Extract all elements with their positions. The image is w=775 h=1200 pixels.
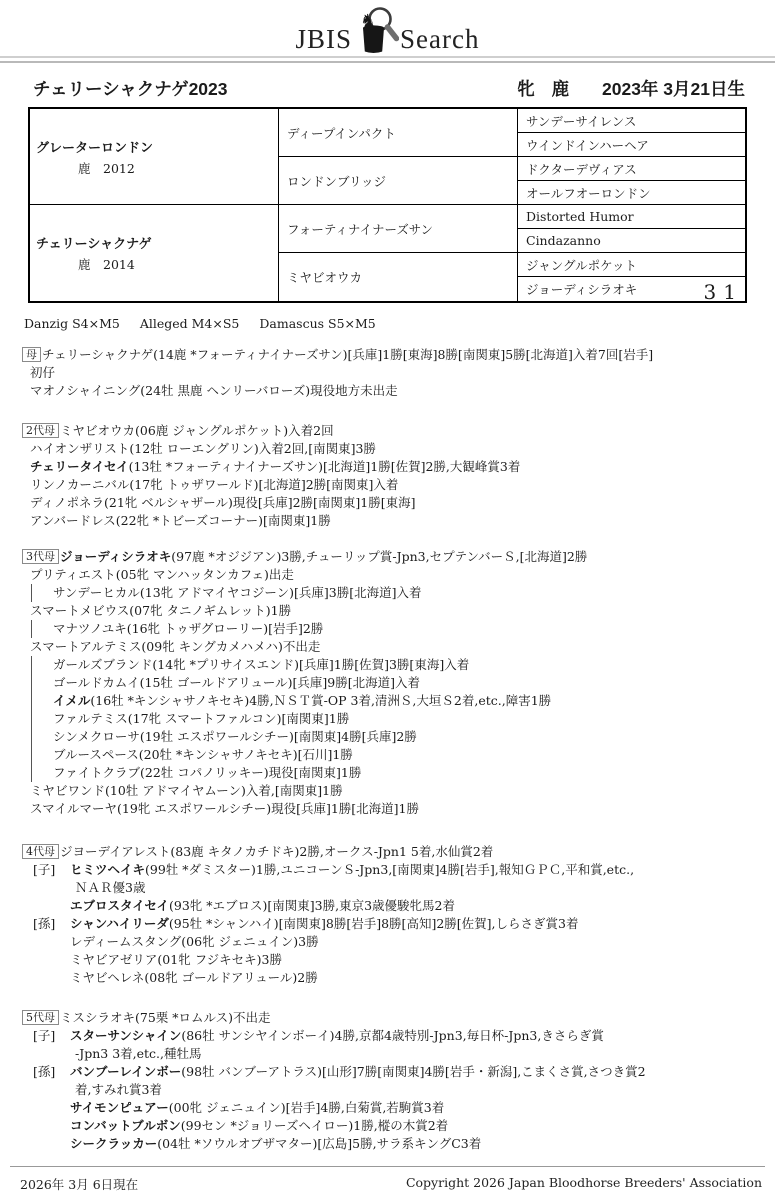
record-text: (83鹿 キタノカチドキ)2勝,オークス-Jpn1 5着,水仙賞2着 [170,844,494,859]
pedigree-line [22,422,757,440]
pedigree-line [22,548,757,566]
asof-date: 2026年 3月 6日現在 [20,1177,139,1192]
inbreeding-item: Damascus S5×M5 [259,316,376,331]
copyright: Copyright 2026 Japan Bloodhorse Breeders' Association [405,1175,762,1190]
record-text: (14鹿 *フォーティナイナーズサン)[兵庫]1勝[東海]8勝[南関東]5勝[北海道]入着7回[岩手] [153,347,654,362]
pedigree-line [22,602,757,620]
horse-name: ガールズブランド [53,657,153,672]
horse-name: スマイルマーヤ [30,801,118,816]
relation-tag: [子] [33,862,56,877]
horse-name: レディームスタング [70,934,182,949]
horse-name: シンメクローサ [53,729,140,744]
horse-name: ファイトクラブ [53,765,141,780]
section [22,422,757,530]
pedigree-line [22,879,757,897]
horse-name: チェリータイセイ [30,460,129,474]
pedigree-line [22,638,757,656]
record-text: (01牝 フジキセキ)3勝 [157,952,282,967]
relation-tag: [孫] [33,916,56,931]
gen3-cell: Cindazanno [517,229,745,253]
section [22,346,757,400]
inbreeding-item: Danzig S4×M5 [24,316,120,331]
record-text: (05牝 マンハッタンカフェ)出走 [115,567,294,582]
record-text: 着,すみれ賞3着 [75,1082,162,1097]
pedigree-line [22,566,757,584]
pedigree-line [22,1009,757,1027]
horse-name: ミヤビワンド [30,783,106,798]
record-text: (21牝 ベルシャザール)現役[兵庫]2勝[南関東]1勝[東海] [104,495,416,510]
relation-tag: [子] [33,1028,56,1043]
coat-label: 鹿 [551,79,570,99]
horse-name: イメル [53,694,91,708]
record-text: (19牝 エスポワールシチー)現役[兵庫]1勝[北海道]1勝 [117,801,419,816]
horse-name: シークラッカー [70,1137,158,1151]
pedigree-line [22,494,757,512]
gen3-cell: Distorted Humor [517,205,745,229]
pedigree-line [22,674,757,692]
pedigree-line [22,915,757,933]
horse-name: ディノポネラ [30,495,105,510]
record-text: (06牝 ジェニュイン)3勝 [181,934,319,949]
pedigree-line [22,710,757,728]
pedigree-line [22,1045,757,1063]
record-text: (10牡 アドマイヤムーン)入着,[南関東]1勝 [105,783,343,798]
section-label: 5代母 [22,1010,59,1025]
horse-name: ハイオンザリスト [30,441,130,456]
record-text: (93牝 *エブロス)[南関東]3勝,東京3歳優駿牝馬2着 [169,898,455,913]
svg-text:♞: ♞ [360,11,377,32]
record-text: (04牡 *ソウルオブザマター)[広島]5勝,サラ系キングC3着 [157,1136,482,1151]
footer-divider [10,1166,765,1167]
dam-sire-cell: フォーティナイナーズサン [278,205,517,253]
pedigree-line [22,782,757,800]
pedigree-line [22,897,757,915]
logo-text-jbis: JBIS [295,24,353,54]
horse-name: スマートアルテミス [30,639,142,654]
header-divider [0,56,775,63]
horse-name: アンバードレス [30,513,116,528]
pedigree-line [22,861,757,879]
pedigree-line [22,364,757,382]
horse-name: ジョーディシラオキ [526,282,638,297]
coat-year: 鹿 2012 [78,160,135,176]
pedigree-line [22,458,757,476]
gen3-cell: ドクターデヴィアス [517,157,745,181]
record-text: (99セン *ジョリーズヘイロー)1勝,樅の木賞2着 [180,1118,449,1133]
record-text: (24牡 黒鹿 ヘンリーバローズ)現役地方未出走 [140,383,398,398]
pedigree-line [22,728,757,746]
record-text: (00牝 ジェニュイン)[岩手]4勝,白菊賞,若駒賞3着 [168,1100,445,1115]
horse-name: ヒミツヘイキ [70,863,146,877]
horse-name: マオノシャイニング [30,383,141,398]
record-text: (20牡 *キンシャサノキセキ)[石川]1勝 [138,747,353,762]
horse-name: リンノカーニバル [30,477,130,492]
birthdate-label: 2023年 3月21日生 [602,79,745,99]
horse-name: バンブーレインボー [70,1065,182,1079]
pedigree-line [22,382,757,400]
page-corner-number: 31 [703,280,743,304]
horse-name: ジョーディシラオキ [60,550,172,564]
record-text: ＮＡＲ優3歳 [75,880,146,895]
gen3-cell: サンデーサイレンス [517,109,745,133]
pedigree-line [22,512,757,530]
title-bar [33,76,745,101]
inbreeding-line [24,316,396,331]
record-text: (19牡 エスポワールシチー)[南関東]4勝[兵庫]2勝 [139,729,417,744]
coat-year: 鹿 2014 [78,257,135,272]
sire-sire-cell: ディープインパクト [278,109,517,157]
record-text: (09牝 キングカメハメハ)不出走 [141,639,321,654]
section [22,548,757,818]
horse-name: エブロスタイセイ [70,899,170,913]
section [22,1009,757,1153]
horse-name: ゴールドカムイ [53,675,140,690]
pedigree-line [22,440,757,458]
sex-label: 牝 [517,79,535,99]
gen3-cell [517,277,745,304]
pedigree-line [22,1135,757,1153]
section-label: 2代母 [22,423,59,438]
horse-name: ミヤビアゼリア [70,952,158,967]
record-text: (17牝 トゥザワールド)[北海道]2勝[南関東]入着 [129,477,399,492]
horse-name: ファルテミス [53,711,128,726]
pedigree-line [22,933,757,951]
record-text: (08牝 ゴールドアリュール)2勝 [144,970,318,985]
pedigree-line [22,620,757,638]
pedigree-line [22,1081,757,1099]
relation-tag: [孫] [33,1064,56,1079]
sire-dam-cell: ロンドンブリッジ [278,157,517,205]
record-text: (97鹿 *オジジアン)3勝,チューリップ賞-Jpn3,セプテンバーＳ,[北海道]2勝 [171,549,588,564]
pedigree-line [22,764,757,782]
horse-name: コンバットブルボン [70,1119,181,1133]
gen3-cell: ウインドインハーヘア [517,133,745,157]
record-text: (15牡 ゴールドアリュール)[兵庫]9勝[北海道]入着 [139,675,420,690]
pedigree-line [22,800,757,818]
record-text: (98牡 バンブーアトラス)[山形]7勝[南関東]4勝[岩手・新潟],こまくさ賞,さつき賞2 [181,1064,646,1079]
pedigree-line [22,843,757,861]
record-text: (13牝 アドマイヤコジーン)[兵庫]3勝[北海道]入着 [139,585,422,600]
horse-title: チェリーシャクナゲ2023 [33,79,228,99]
record-text: (14牝 *プリサイスエンド)[兵庫]1勝[佐賀]3勝[東海]入着 [152,657,470,672]
horse-name: ブルースペース [53,747,139,762]
record-text: (07牝 タニノギムレット)1勝 [129,603,292,618]
record-text: (86牡 サンシヤインボーイ)4勝,京都4歳特別-Jpn3,毎日杯-Jpn3,きさらぎ賞 [181,1028,604,1043]
pedigree-line [22,584,757,602]
record-text: (16牡 *キンシャサノキセキ)4勝,ＮＳＴ賞-OP 3着,清洲Ｓ,大垣Ｓ2着,etc.,障害1勝 [90,693,552,708]
horse-name: スマートメビウス [30,603,130,618]
jbis-logo-icon [353,6,399,56]
pedigree-line [22,476,757,494]
horse-name: ミヤビオウカ [60,423,136,438]
horse-name: ジヨーデイアレスト [60,844,171,859]
section-label: 4代母 [22,844,59,859]
record-text: (06鹿 ジャングルポケット)入着2回 [135,423,334,438]
record-text: (16牝 トゥザグローリー)[岩手]2勝 [126,621,324,636]
horse-name: チェリーシャクナゲ [42,347,154,362]
section-label: 母 [22,347,41,362]
dam-cell [30,205,278,301]
pedigree-line [22,692,757,710]
logo-text-search: Search [400,24,480,54]
section-label: 3代母 [22,549,59,564]
horse-name: シャンハイリーダ [70,917,169,931]
horse-name: ミスシラオキ [60,1010,136,1025]
section [22,843,757,987]
pedigree-line [22,1063,757,1081]
horse-name: グレーターロンドン [36,139,154,155]
dam-dam-cell: ミヤビオウカ [278,253,517,301]
horse-meta [517,76,745,101]
record-text: (99牡 *ダミスター)1勝,ユニコーンＳ-Jpn3,[南関東]4勝[岩手],報知ＧＰＣ,平和賞,etc., [145,862,635,877]
record-text: (22牝 *トビーズコーナー)[南関東]1勝 [115,513,331,528]
record-text: (22牡 コパノリッキー)現役[南関東]1勝 [140,765,362,780]
record-text: (13牡 *フォーティナイナーズサン)[北海道]1勝[佐賀]2勝,大観峰賞3着 [128,459,521,474]
pedigree-table [28,107,747,303]
horse-name: サンデーヒカル [53,585,140,600]
horse-name: サイモンピュアー [70,1101,169,1115]
record-text: (17牝 スマートファルコン)[南関東]1勝 [127,711,350,726]
pedigree-line [22,969,757,987]
pedigree-line [22,1117,757,1135]
horse-name: スターサンシャイン [70,1029,182,1043]
pedigree-line [22,656,757,674]
record-text: (95牡 *シャンハイ)[南関東]8勝[岩手]8勝[高知]2勝[佐賀],しらさぎ賞3着 [168,916,579,931]
pedigree-line [22,951,757,969]
record-text: (75栗 *ロムルス)不出走 [135,1010,271,1025]
record-text: (12牡 ローエングリン)入着2回,[南関東]3勝 [129,441,376,456]
sire-cell [30,109,278,205]
horse-name: プリティエスト [30,567,116,582]
horse-name: チェリーシャクナゲ [36,236,152,251]
jbis-logo [0,6,775,56]
horse-name: マナツノユキ [53,621,127,636]
pedigree-line [22,1027,757,1045]
gen3-cell: オールフオーロンドン [517,181,745,205]
pedigree-line [22,1099,757,1117]
gen3-cell: ジャングルポケット [517,253,745,277]
inbreeding-item: Alleged M4×S5 [139,316,240,331]
horse-name: ミヤビヘレネ [70,970,145,985]
record-text: -Jpn3 3着,etc.,種牡馬 [75,1046,202,1061]
pedigree-line [22,346,757,364]
pedigree-line [22,746,757,764]
record-text: 初仔 [30,365,56,380]
footer [20,1175,762,1193]
